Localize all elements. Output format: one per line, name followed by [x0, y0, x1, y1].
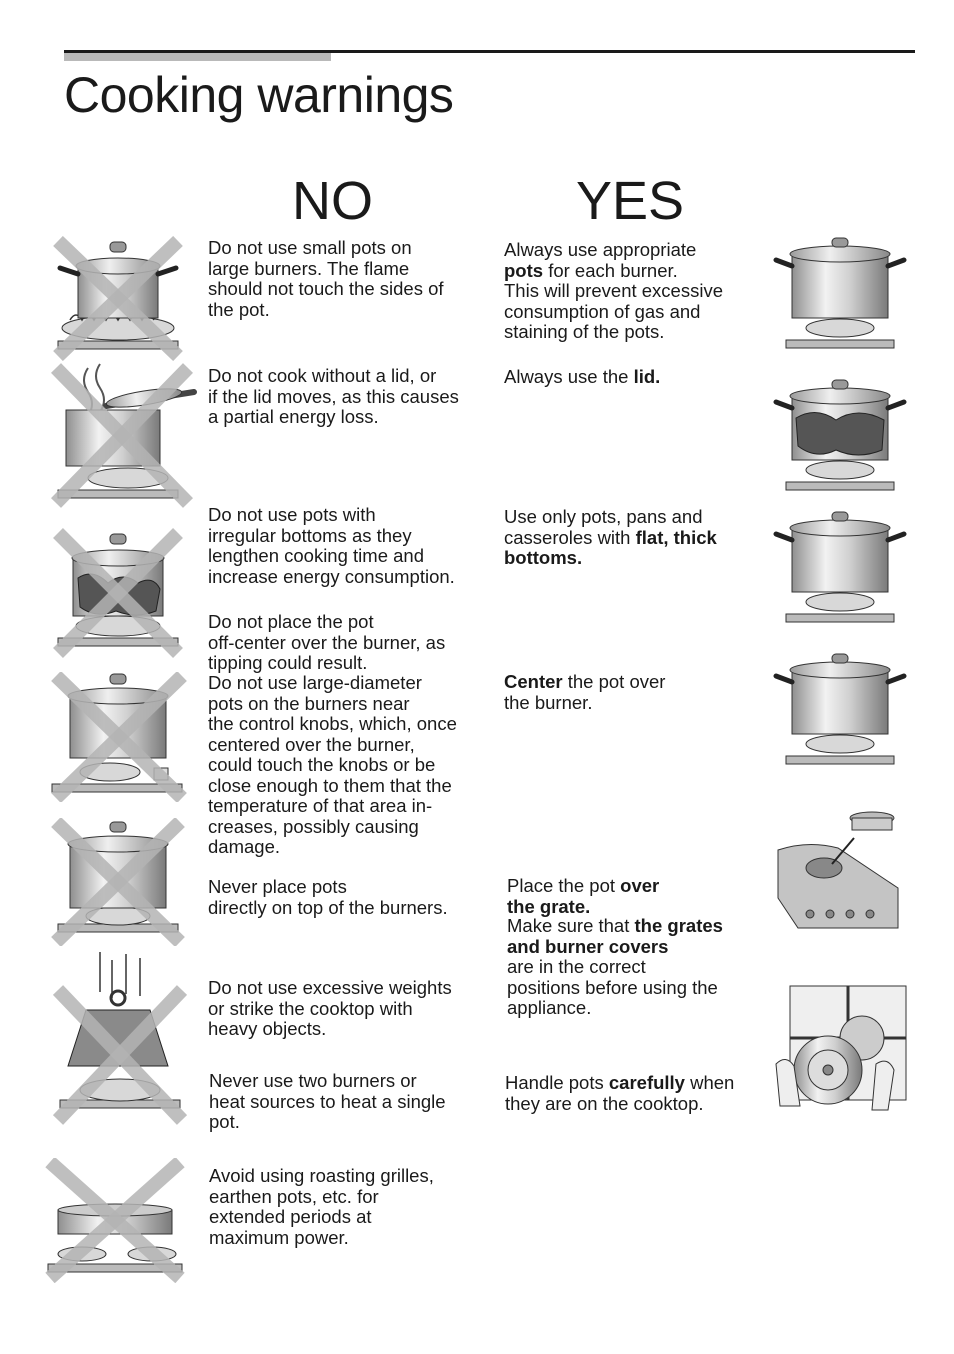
pot-directly-on-burner-icon — [48, 818, 188, 946]
yes-text-3: Use only pots, pans and casseroles with flat, thick bottoms. — [504, 506, 717, 568]
pot-with-lid-icon — [772, 378, 907, 496]
no-text-7: Do not use excessive weights or strike the cooktop with heavy objects. — [208, 977, 452, 1039]
falling-weight-icon — [50, 950, 190, 1125]
hands-placing-pot-icon — [772, 984, 912, 1122]
flat-bottom-pot-icon — [772, 510, 907, 628]
yes-text-6: Make sure that the grates and burner covers are in the correct positions before using the appliance. — [507, 915, 723, 1018]
no-text-1: Do not use small pots on large burners. The flame should not touch the sides of the pot. — [208, 237, 444, 320]
pan-over-two-burners-icon — [44, 1158, 186, 1283]
irregular-bottom-pot-icon — [48, 528, 188, 658]
yes-text-5: Place the pot over the grate. — [507, 875, 660, 917]
pot-without-lid-icon — [48, 358, 198, 508]
yes-text-2: Always use the lid. — [504, 366, 661, 387]
no-text-4: Do not place the pot off-center over the burner, as tipping could result. — [208, 611, 446, 673]
centered-pot-icon — [772, 652, 907, 770]
yes-text-1: Always use appropriate pots for each burner. This will prevent excessive consumption of gas and staining of the pots. — [504, 239, 723, 342]
no-text-6: Never place pots directly on top of the burners. — [208, 876, 448, 918]
no-text-5: Do not use large-diameter pots on the burners near the control knobs, which, once centered over the burner, could touch the knobs or be close enough to them that the temperature of that area in- creases, possibly causing damage. — [208, 672, 457, 857]
yes-column-heading: YES — [576, 171, 685, 231]
grate-and-burner-cover-icon — [774, 800, 909, 935]
yes-text-4: Center the pot over the burner. — [504, 671, 666, 713]
page-title: Cooking warnings — [64, 67, 454, 123]
yes-text-7: Handle pots carefully when they are on the cooktop. — [505, 1072, 735, 1114]
no-text-2: Do not cook without a lid, or if the lid moves, as this causes a partial energy loss. — [208, 365, 459, 427]
header-accent-bar — [64, 53, 331, 61]
no-text-8: Never use two burners or heat sources to heat a single pot. — [209, 1070, 446, 1132]
no-text-9: Avoid using roasting grilles, earthen pots, etc. for extended periods at maximum power. — [209, 1165, 434, 1248]
off-center-pot-icon — [48, 672, 188, 802]
no-column-heading: NO — [292, 171, 373, 231]
correct-pot-icon — [772, 236, 907, 356]
small-pot-large-burner-icon — [48, 236, 188, 361]
no-text-3: Do not use pots with irregular bottoms as they lengthen cooking time and increase energy consumption. — [208, 504, 455, 587]
